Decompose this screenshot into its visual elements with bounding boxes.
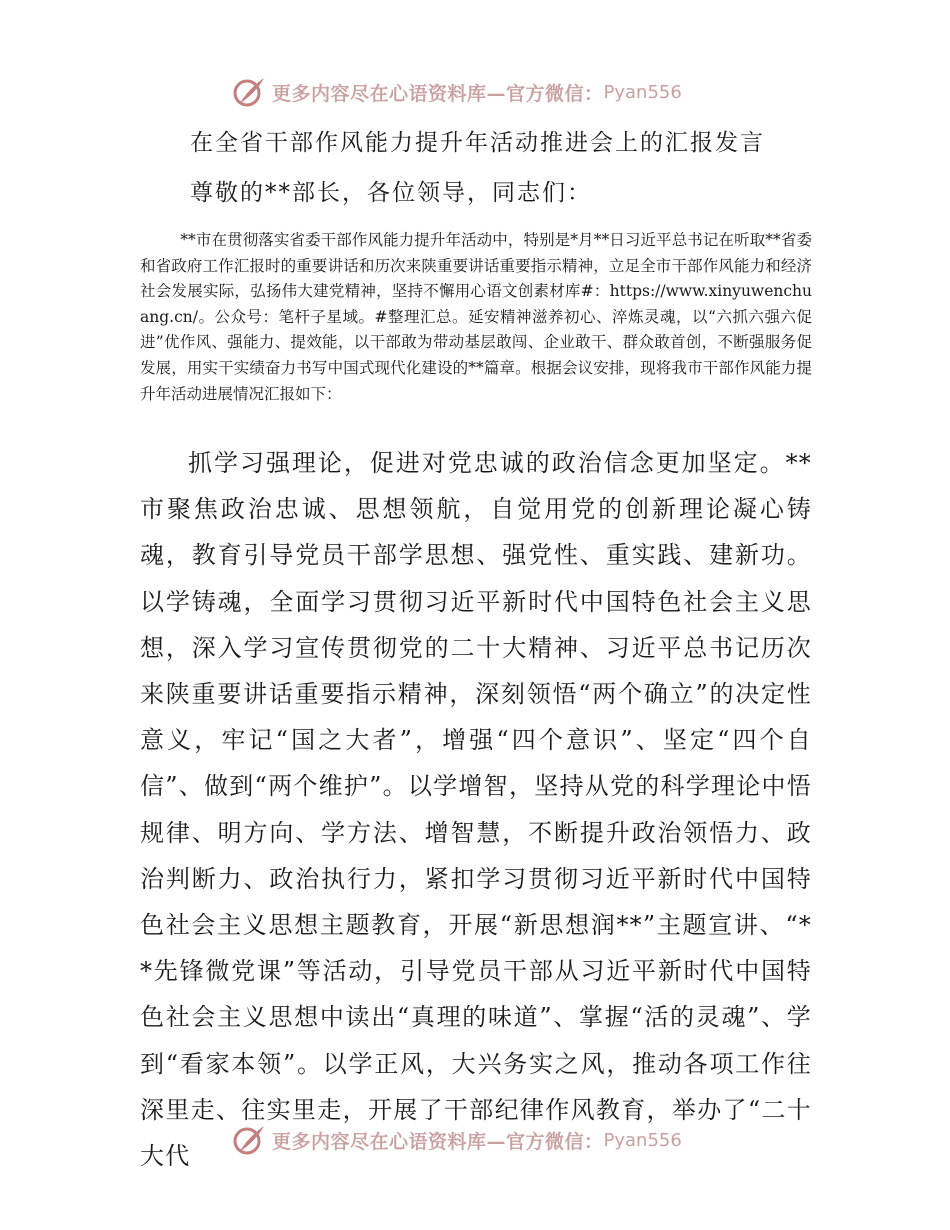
watermark-text: 更多内容尽在心语资料库—官方微信： <box>272 82 604 105</box>
watermark-text: 更多内容尽在心语资料库—官方微信： <box>272 1130 604 1153</box>
intro-paragraph: **市在贯彻落实省委干部作风能力提升年活动中，特别是*月**日习近平总书记在听取**省委和省政府工作汇报时的重要讲话和历次来陕重要讲话重要指示精神，立足全市干部作风能力和经济社会发展实际，弘扬伟大建党精神，坚持不懈用心语文创素材库#：https://www.xinyuwenchuang.cn/。公众号：笔杆子星域。#整理汇总。延安精神滋养初心、淬炼灵魂，以“六抓六强六促进”优作风、强能力、提效能，以干部敢为带动基层敢闯、企业敢干、群众敢首创，不断强服务促发展，用实干实绩奋力书写中国式现代化建设的**篇章。根据会议安排，现将我市干部作风能力提升年活动进展情况汇报如下： <box>140 231 812 403</box>
feather-pen-logo-icon <box>232 1123 266 1157</box>
feather-pen-logo-icon <box>232 75 266 109</box>
watermark-banner-top <box>232 72 682 112</box>
body-paragraph: 抓学习强理论，促进对党忠诚的政治信念更加坚定。**市聚焦政治忠诚、思想领航，自觉用党的创新理论凝心铸魂，教育引导党员干部学思想、强党性、重实践、建新功。以学铸魂，全面学习贯彻习近平新时代中国特色社会主义思想，深入学习宣传贯彻党的二十大精神、习近平总书记历次来陕重要讲话重要指示精神，深刻领悟“两个确立”的决定性意义，牢记“国之大者”，增强“四个意识”、坚定“四个自信”、做到“两个维护”。以学增智，坚持从党的科学理论中悟规律、明方向、学方法、增智慧，不断提升政治领悟力、政治判断力、政治执行力，紧扣学习贯彻习近平新时代中国特色社会主义思想主题教育，开展“新思想润**”主题宣讲、“**先锋微党课”等活动，引导党员干部从习近平新时代中国特色社会主义思想中读出“真理的味道”、掌握“活的灵魂”、学到“看家本领”。以学正风，大兴务实之风，推动各项工作往深里走、往实里走，开展了干部纪律作风教育，举办了“二十大代 <box>140 449 812 1171</box>
watermark-wechat-id: Pyan556 <box>603 1129 682 1151</box>
watermark-wechat-id: Pyan556 <box>603 81 682 103</box>
salutation: 尊敬的**部长，各位领导，同志们： <box>190 180 592 206</box>
document-title: 在全省干部作风能力提升年活动推进会上的汇报发言 <box>190 130 765 156</box>
watermark-banner-bottom <box>232 1120 682 1160</box>
